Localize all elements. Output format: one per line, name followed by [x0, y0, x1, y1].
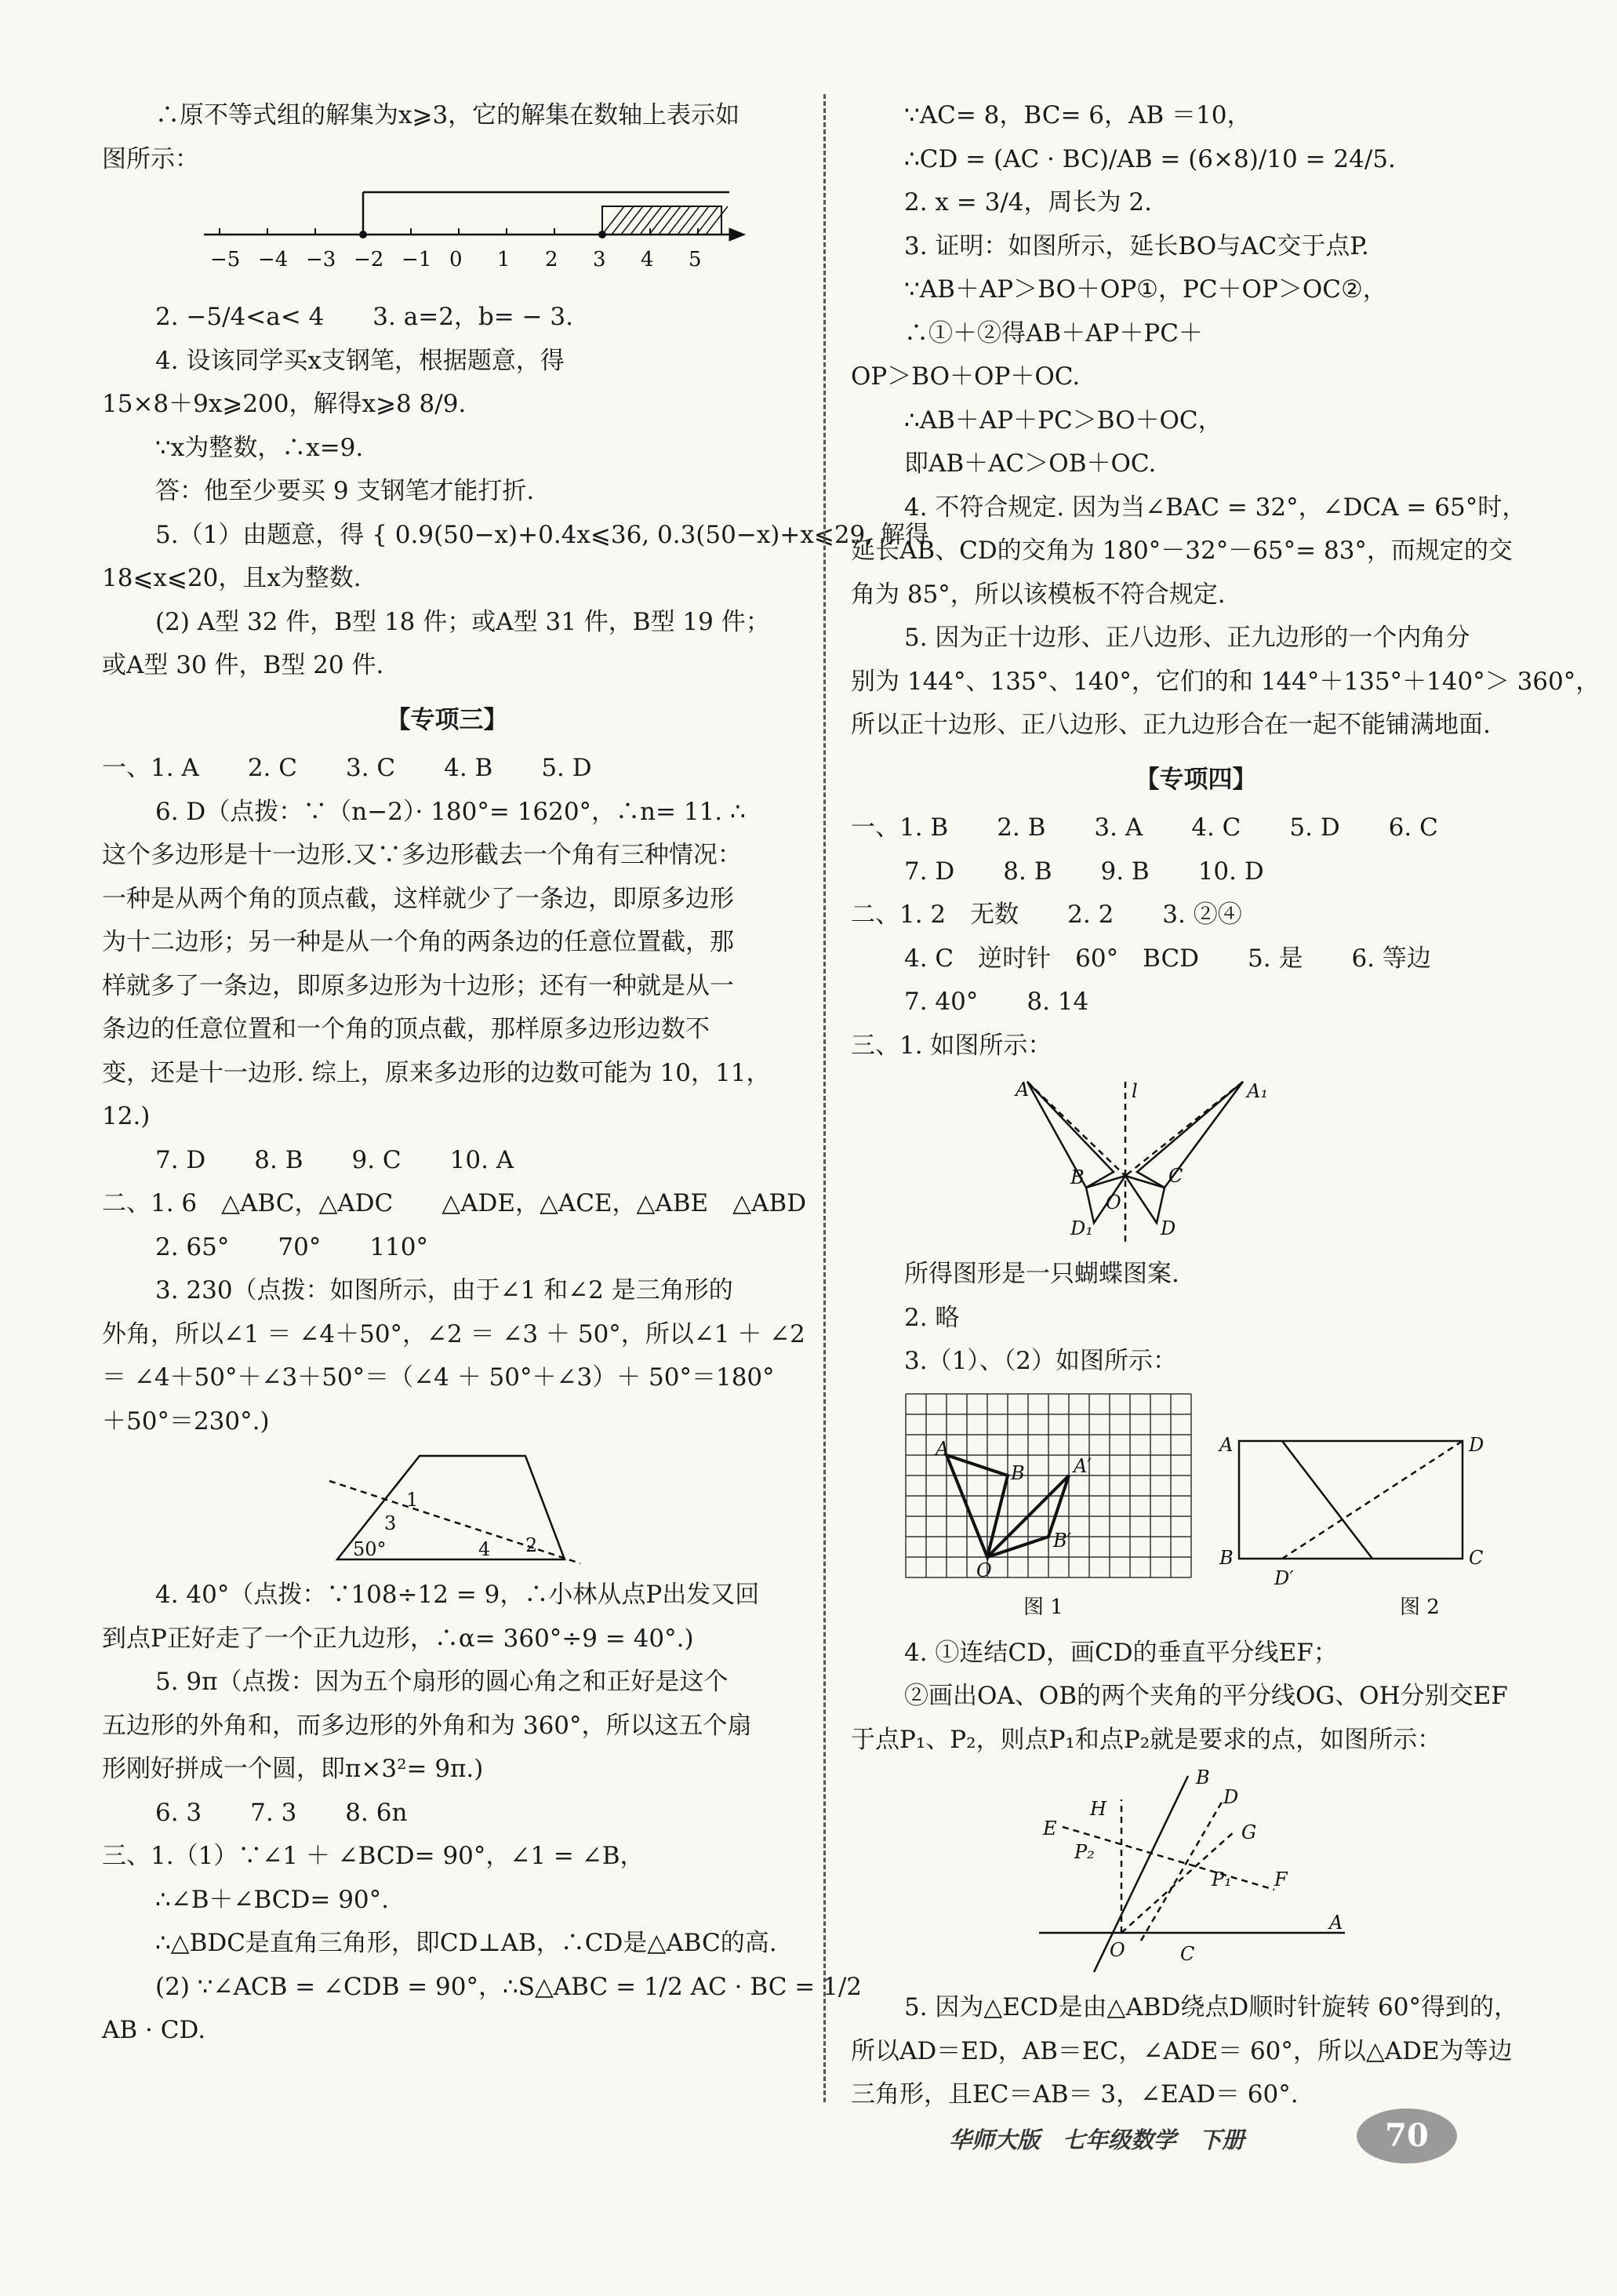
- text-line: 15×8＋9x⩾200，解得x⩾8 8/9.: [102, 390, 467, 418]
- hatch-line: [612, 206, 634, 235]
- figure-caption-1: 图 1: [1023, 1595, 1063, 1619]
- angle-label-1: 1: [406, 1489, 419, 1511]
- text-line: 一、1. B 2. B 3. A 4. C 5. D 6. C: [851, 813, 1438, 842]
- text-line: 6. D（点拨：∵（n−2）· 180°= 1620°，∴n= 11. ∴: [155, 797, 746, 826]
- point-label-D: D: [1161, 1217, 1176, 1239]
- text-line: 外角，所以∠1 ＝ ∠4＋50°，∠2 ＝ ∠3 ＋ 50°，所以∠1 ＋ ∠2: [102, 1319, 805, 1348]
- point-label-C: C: [1168, 1165, 1183, 1187]
- hatch-line: [659, 206, 681, 235]
- point-label-D: D: [1469, 1433, 1484, 1456]
- point-label-A: A: [936, 1437, 950, 1460]
- hatch-line: [602, 206, 624, 235]
- text-line: ∵AB＋AP＞BO＋OP①，PC＋OP＞OC②，: [904, 275, 1387, 304]
- point-label-P2: P₂: [1074, 1841, 1095, 1863]
- endpoint-dot: [359, 231, 367, 238]
- angle-label-3: 3: [384, 1512, 397, 1534]
- number-line-tick-label: 2: [545, 248, 558, 271]
- angle-label-2: 2: [525, 1534, 538, 1556]
- point-label-Dprime: D′: [1274, 1566, 1294, 1589]
- point-label-G: G: [1241, 1821, 1257, 1843]
- endpoint-dot: [598, 231, 606, 238]
- text-line: (2) ∵∠ACB = ∠CDB = 90°，∴S△ABC = 1/2 AC · BC = 1/2: [155, 1972, 862, 2001]
- text-line: 变，还是十一边形. 综上，原来多边形的边数可能为 10，11，: [102, 1058, 771, 1087]
- column-divider: [823, 94, 826, 2102]
- text-line: 三、1. 如图所示：: [851, 1031, 1052, 1060]
- right-wing-upper: [1137, 1082, 1243, 1188]
- text-line: 五边形的外角和，而多边形的外角和为 360°，所以这五个扇: [102, 1711, 752, 1740]
- hatch-line: [621, 206, 643, 235]
- hatch-line: [706, 206, 728, 235]
- point-label-D: D: [1223, 1786, 1239, 1808]
- point-label-O: O: [1106, 1192, 1121, 1213]
- text-line: 二、1. 2 无数 2. 2 3. ②④: [851, 901, 1242, 929]
- point-label-A: A: [1219, 1433, 1234, 1456]
- text-line: 于点P₁、P₂，则点P₁和点P₂就是要求的点，如图所示：: [851, 1725, 1442, 1754]
- text-line: 18⩽x⩽20，且x为整数.: [102, 564, 362, 592]
- point-label-C: C: [1180, 1943, 1195, 1965]
- point-label-B: B: [1011, 1461, 1025, 1484]
- text-line: 4. ①连结CD，画CD的垂直平分线EF；: [904, 1638, 1338, 1667]
- text-line: (2) A型 32 件，B型 18 件；或A型 31 件，B型 19 件；: [155, 607, 770, 636]
- text-line: 2. −5/4<a< 4 3. a=2，b= − 3.: [155, 303, 573, 331]
- point-label-P1: P₁: [1212, 1868, 1232, 1890]
- text-line: 5. 9π（点拨：因为五个扇形的圆心角之和正好是这个: [155, 1668, 729, 1696]
- text-line: ∴∠B＋∠BCD= 90°.: [155, 1885, 390, 1914]
- text-line: 5. 因为△ECD是由△ABD绕点D顺时针旋转 60°得到的，: [904, 1993, 1518, 2021]
- text-line: ∴CD = (AC · BC)/AB = (6×8)/10 = 24/5.: [904, 144, 1396, 173]
- text-line: 三角形，且EC＝AB＝ 3，∠EAD＝ 60°.: [851, 2080, 1299, 2109]
- text-line: 2. 65° 70° 110°: [155, 1232, 428, 1261]
- text-line: 4. 不符合规定. 因为当∠BAC = 32°，∠DCA = 65°时，: [904, 493, 1527, 522]
- point-label-B: B: [1196, 1768, 1210, 1788]
- number-line-tick-label: 1: [497, 248, 511, 271]
- text-line: 5. 因为正十边形、正八边形、正九边形的一个内角分: [904, 624, 1470, 652]
- text-line: OP＞BO＋OP＋OC.: [851, 362, 1081, 391]
- hatch-line: [630, 206, 652, 235]
- point-label-F: F: [1274, 1868, 1288, 1890]
- text-line: 别为 144°、135°、140°，它们的和 144°＋135°＋140°＞ 360°，: [851, 667, 1601, 696]
- hatch-line: [678, 206, 699, 235]
- text-line: 答：他至少要买 9 支钢笔才能打折.: [155, 477, 535, 505]
- fold-line: [1282, 1441, 1372, 1559]
- angle-label-50: 50°: [353, 1538, 387, 1560]
- text-line: 6. 3 7. 3 8. 6n: [155, 1798, 408, 1827]
- point-label-Aprime: A′: [1074, 1454, 1092, 1477]
- text-line: 二、1. 6 △ABC，△ADC △ADE，△ACE，△ABE △ABD: [102, 1189, 807, 1217]
- text-line: 图所示：: [102, 144, 199, 173]
- point-label-A: A: [1016, 1079, 1030, 1101]
- text-line: 这个多边形是十一边形.又∵多边形截去一个角有三种情况：: [102, 841, 742, 869]
- text-line: ＝ ∠4＋50°＋∠3＋50°＝（∠4 ＋ 50°＋∠3）＋ 50°＝180°: [102, 1363, 775, 1392]
- hatch-line: [696, 206, 718, 235]
- line-label-l: l: [1132, 1080, 1138, 1102]
- text-line: 所得图形是一只蝴蝶图案.: [904, 1260, 1179, 1288]
- point-label-A: A: [1329, 1912, 1343, 1934]
- hatch-line: [668, 206, 690, 235]
- text-line: 一种是从两个角的顶点截，这样就少了一条边，即原多边形: [102, 884, 734, 913]
- number-line-arrow: [729, 228, 745, 241]
- trapezoid-figure: [329, 1450, 643, 1567]
- section-heading: 【专项三】: [386, 705, 508, 734]
- text-line: 5.（1）由题意，得 { 0.9(50−x)+0.4x⩽36, 0.3(50−x)+x⩽29, 解得: [155, 520, 929, 549]
- number-line-tick-label: 0: [449, 248, 463, 271]
- point-label-Bprime: B′: [1053, 1529, 1072, 1552]
- hatch-line: [649, 206, 671, 235]
- point-label-H: H: [1090, 1798, 1106, 1820]
- text-line: 样就多了一条边，即原多边形为十边形；还有一种就是从一: [102, 971, 734, 1000]
- text-line: 4. C 逆时针 60° BCD 5. 是 6. 等边: [904, 944, 1431, 973]
- text-line: ∴AB＋AP＋PC＞BO＋OC，: [904, 406, 1223, 435]
- text-line: 12.): [102, 1102, 151, 1130]
- bisector-figure: [1031, 1768, 1361, 1980]
- text-line: 2. x = 3/4，周长为 2.: [904, 188, 1152, 217]
- text-line: 到点P正好走了一个正九边形，∴α= 360°÷9 = 40°.): [102, 1624, 694, 1653]
- text-line: 形刚好拼成一个圆，即π×3²= 9π.): [102, 1755, 484, 1783]
- point-label-C: C: [1469, 1546, 1484, 1569]
- text-line: 7. 40° 8. 14: [904, 988, 1089, 1016]
- number-line-tick-label: −1: [402, 248, 432, 271]
- text-line: 或A型 30 件，B型 20 件.: [102, 651, 384, 679]
- text-line: ＋50°＝230°.): [102, 1406, 270, 1435]
- point-label-B: B: [1070, 1166, 1085, 1188]
- left-column: [102, 94, 929, 2053]
- page-number: 70: [1357, 2109, 1457, 2163]
- text-line: 延长AB、CD的交角为 180°－32°－65°= 83°，而规定的交: [851, 537, 1513, 565]
- point-label-B: B: [1219, 1546, 1234, 1569]
- text-line: 为十二边形；另一种是从一个角的两条边的任意位置截，那: [102, 928, 734, 956]
- number-line-tick-label: −5: [210, 248, 241, 271]
- footer-book-title: 华师大版 七年级数学 下册: [949, 2127, 1245, 2153]
- text-line: 3. 230（点拨：如图所示，由于∠1 和∠2 是三角形的: [155, 1276, 733, 1304]
- text-line: 即AB＋AC＞OB＋OC.: [904, 449, 1157, 478]
- text-line: ∵AC= 8，BC= 6，AB ＝10，: [904, 101, 1252, 129]
- figure-caption-2: 图 2: [1400, 1595, 1440, 1619]
- text-line: ②画出OA、OB的两个夹角的平分线OG、OH分别交EF: [904, 1682, 1508, 1710]
- right-column: [851, 94, 1601, 2117]
- triangle-ABO: [947, 1455, 1008, 1557]
- point-label-A1: A₁: [1247, 1080, 1268, 1102]
- text-line: 7. D 8. B 9. C 10. A: [155, 1145, 514, 1174]
- number-line-tick-label: 5: [689, 248, 702, 271]
- text-line: 一、1. A 2. C 3. C 4. B 5. D: [102, 754, 592, 782]
- point-label-D1: D₁: [1070, 1217, 1093, 1239]
- text-line: 4. 设该同学买x支钢笔，根据题意，得: [155, 346, 565, 375]
- text-line: AB · CD.: [102, 2016, 206, 2044]
- text-line: 角为 85°，所以该模板不符合规定.: [851, 580, 1226, 609]
- text-line: ∵x为整数，∴x=9.: [155, 433, 364, 462]
- point-label-E: E: [1043, 1818, 1057, 1839]
- diagonal-dashed: [1282, 1441, 1463, 1559]
- text-line: 所以AD＝ED，AB＝EC，∠ADE＝ 60°，所以△ADE为等边: [851, 2036, 1513, 2065]
- text-line: ∴原不等式组的解集为x⩾3，它的解集在数轴上表示如: [155, 101, 740, 129]
- text-line: 条边的任意位置和一个角的顶点截，那样原多边形边数不: [102, 1015, 710, 1043]
- text-line: ∴△BDC是直角三角形，即CD⊥AB，∴CD是△ABC的高.: [155, 1929, 777, 1957]
- number-line-tick-label: −3: [306, 248, 336, 271]
- rectangle-ABCD: [1239, 1441, 1463, 1559]
- text-line: 7. D 8. B 9. B 10. D: [904, 857, 1264, 886]
- text-line: 4. 40°（点拨：∵108÷12 = 9，∴小林从点P出发又回: [155, 1581, 760, 1609]
- point-label-O: O: [1110, 1939, 1125, 1961]
- text-line: 2. 略: [904, 1303, 960, 1332]
- number-line-figure: [196, 187, 761, 289]
- grid-figures: [882, 1390, 1525, 1625]
- number-line-tick-label: 3: [593, 248, 606, 271]
- angle-label-4: 4: [478, 1538, 491, 1560]
- text-line: 3.（1）、（2）如图所示：: [904, 1347, 1178, 1375]
- text-line: ∴①＋②得AB＋AP＋PC＋: [904, 318, 1203, 347]
- butterfly-figure: [1008, 1074, 1282, 1246]
- text-line: 所以正十边形、正八边形、正九边形合在一起不能铺满地面.: [851, 711, 1491, 739]
- point-label-O: O: [976, 1559, 992, 1581]
- text-line: 三、1.（1）∵∠1 ＋ ∠BCD= 90°，∠1 = ∠B，: [102, 1842, 645, 1870]
- section-heading: 【专项四】: [1135, 765, 1257, 794]
- number-line-tick-label: −2: [354, 248, 384, 271]
- ray-OB: [1094, 1776, 1188, 1972]
- number-line-tick-label: 4: [641, 248, 654, 271]
- text-line: 3. 证明：如图所示，延长BO与AC交于点P.: [904, 231, 1369, 260]
- right-wing-lower: [1125, 1176, 1165, 1223]
- number-line-tick-label: −4: [258, 248, 289, 271]
- grid-lines: [906, 1394, 1191, 1577]
